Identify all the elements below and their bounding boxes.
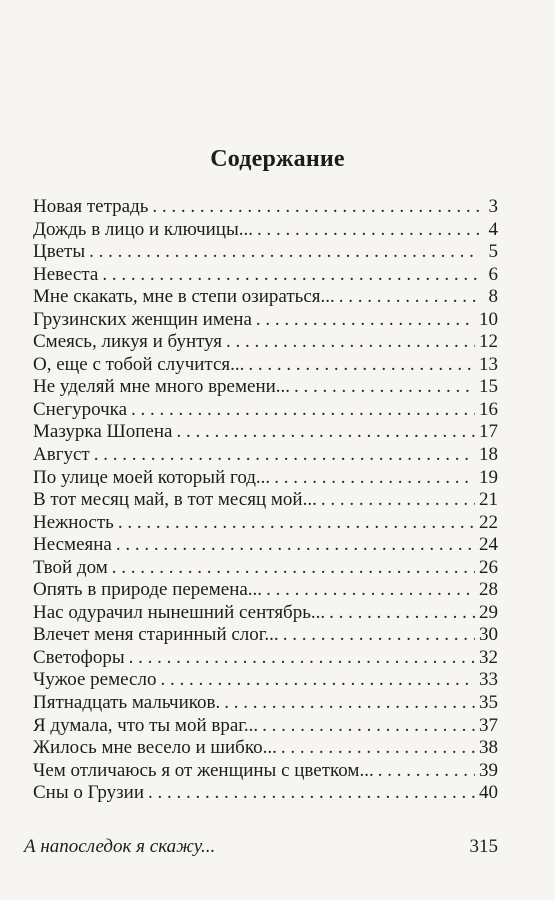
- toc-entry-page: 4: [488, 218, 498, 240]
- dot-leader: [118, 512, 475, 535]
- toc-entry: [33, 647, 498, 670]
- toc-entry-page: 12: [479, 331, 498, 353]
- toc-entry-page: 10: [479, 308, 498, 330]
- dot-leader: [283, 624, 475, 647]
- toc-entry-title: Чужое ремесло: [33, 669, 157, 691]
- toc-entry-page: 30: [479, 624, 498, 646]
- toc-entry: [33, 534, 498, 557]
- toc-entry: [33, 219, 498, 242]
- toc-entry-title: Твой дом: [33, 556, 108, 578]
- toc-entry-title: Сны о Грузии: [33, 782, 144, 804]
- dot-leader: [274, 467, 475, 490]
- dot-leader: [329, 602, 475, 625]
- dot-leader: [102, 264, 480, 287]
- toc-entry-page: 37: [479, 714, 498, 736]
- toc-entry-page: 13: [479, 353, 498, 375]
- dot-leader: [112, 557, 475, 580]
- toc-entry: [33, 264, 498, 287]
- dot-leader: [294, 376, 475, 399]
- toc-entry-page: 29: [479, 601, 498, 623]
- toc-entry: [33, 196, 498, 219]
- toc-entry-title: Мне скакать, мне в степи озираться...: [33, 286, 335, 308]
- toc-entry-page: 26: [479, 556, 498, 578]
- toc-entry-page: 24: [479, 534, 498, 556]
- toc-entry-page: 28: [479, 579, 498, 601]
- toc-entry-page: 35: [479, 692, 498, 714]
- dot-leader: [321, 489, 475, 512]
- toc-entry-page: 32: [479, 646, 498, 668]
- toc-entry-title: Несмеяна: [33, 534, 112, 556]
- toc-entry-title: Влечет меня старинный слог...: [33, 624, 279, 646]
- toc-entry-page: 22: [479, 511, 498, 533]
- toc-entry-title: Снегурочка: [33, 398, 128, 420]
- toc-entry-title: Цветы: [33, 241, 86, 263]
- toc-entry-page: 17: [479, 421, 498, 443]
- toc-entry: [33, 737, 498, 760]
- toc-entry: [33, 782, 498, 805]
- toc-entry: [33, 624, 498, 647]
- dot-leader: [148, 782, 475, 805]
- toc-entry-page: 5: [488, 241, 498, 263]
- toc-entry-page: 39: [479, 759, 498, 781]
- toc-entry-title: Светофоры: [33, 646, 125, 668]
- toc-entry: [33, 399, 498, 422]
- toc-entry-page: 40: [479, 782, 498, 804]
- toc-entry-page: 8: [488, 286, 498, 308]
- toc-entry-title: Нас одурачил нынешний сентябрь...: [33, 601, 326, 623]
- toc-entry: [33, 602, 498, 625]
- page-title: Содержание: [210, 146, 345, 172]
- toc-entry-title: В тот месяц май, в тот месяц мой...: [33, 489, 317, 511]
- toc-entry-title: Смеясь, ликуя и бунтуя: [33, 331, 222, 353]
- toc-entry-page: 18: [479, 444, 498, 466]
- toc-entry: [33, 444, 498, 467]
- table-of-contents: [33, 196, 498, 805]
- toc-entry: [33, 286, 498, 309]
- dot-leader: [256, 309, 475, 332]
- toc-entry-title: Мазурка Шопена: [33, 421, 173, 443]
- toc-entry: [33, 309, 498, 332]
- dot-leader: [257, 219, 480, 242]
- toc-entry: [33, 241, 498, 264]
- dot-leader: [224, 692, 475, 715]
- toc-entry: [33, 489, 498, 512]
- dot-leader: [94, 444, 475, 467]
- toc-entry-title: Опять в природе перемена...: [33, 579, 263, 601]
- toc-entry: [33, 467, 498, 490]
- toc-entry: [33, 692, 498, 715]
- toc-entry: [33, 669, 498, 692]
- toc-entry-page: 15: [479, 376, 498, 398]
- dot-leader: [131, 399, 475, 422]
- toc-entry-title: Я думала, что ты мой враг...: [33, 714, 259, 736]
- toc-entry-title: Жилось мне весело и шибко...: [33, 737, 277, 759]
- dot-leader: [248, 354, 475, 377]
- toc-entry-page: 6: [488, 263, 498, 285]
- toc-entry: [33, 760, 498, 783]
- dot-leader: [378, 760, 475, 783]
- toc-entry: [33, 579, 498, 602]
- dot-leader: [176, 421, 475, 444]
- toc-entry-page: 38: [479, 737, 498, 759]
- toc-entry-title: Чем отличаюсь я от женщины с цветком...: [33, 759, 374, 781]
- toc-entry-title: Август: [33, 444, 90, 466]
- dot-leader: [116, 534, 475, 557]
- toc-entry-page: 19: [479, 466, 498, 488]
- page-number: 315: [469, 836, 498, 857]
- toc-entry: [33, 715, 498, 738]
- toc-entry-title: По улице моей который год...: [33, 466, 271, 488]
- dot-leader: [266, 579, 475, 602]
- dot-leader: [281, 737, 475, 760]
- toc-entry: [33, 421, 498, 444]
- toc-entry-title: Новая тетрадь: [33, 196, 149, 217]
- toc-entry-page: 21: [479, 489, 498, 511]
- toc-entry: [33, 331, 498, 354]
- dot-leader: [129, 647, 475, 670]
- toc-entry-page: 3: [488, 196, 498, 217]
- toc-entry-page: 33: [479, 669, 498, 691]
- toc-entry-title: Дождь в лицо и ключицы...: [33, 218, 253, 240]
- dot-leader: [89, 241, 480, 264]
- toc-entry: [33, 557, 498, 580]
- running-section-title: А напоследок я скажу...: [24, 836, 216, 857]
- dot-leader: [262, 715, 475, 738]
- dot-leader: [160, 669, 475, 692]
- toc-entry: [33, 354, 498, 377]
- toc-entry: [33, 376, 498, 399]
- page-footer: [24, 836, 498, 864]
- dot-leader: [226, 331, 475, 354]
- toc-entry-title: Пятнадцать мальчиков.: [33, 692, 221, 714]
- toc-entry-title: Невеста: [33, 263, 99, 285]
- toc-entry-title: О, еще с тобой случится...: [33, 353, 245, 375]
- toc-entry-title: Грузинских женщин имена: [33, 308, 252, 330]
- dot-leader: [152, 196, 480, 219]
- dot-leader: [339, 286, 480, 309]
- toc-entry-title: Не уделяй мне много времени...: [33, 376, 291, 398]
- toc-entry-page: 16: [479, 398, 498, 420]
- toc-entry-title: Нежность: [33, 511, 114, 533]
- toc-entry: [33, 512, 498, 535]
